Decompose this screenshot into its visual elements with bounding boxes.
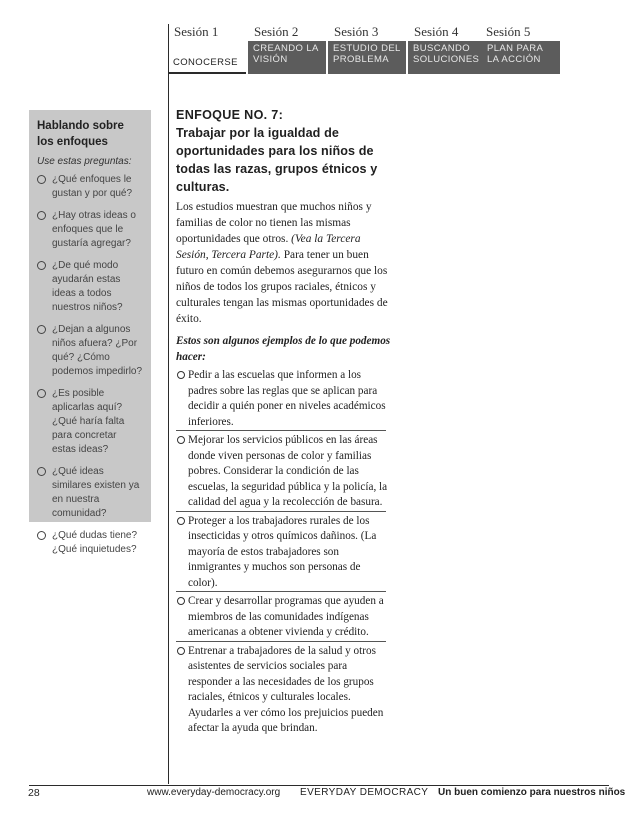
question-text: ¿De qué modo ayudarán estas ideas a todos nuestros niños? bbox=[52, 260, 123, 313]
question-text: ¿Qué enfoques le gustan y por qué? bbox=[52, 174, 133, 199]
session-label: Sesión 2 bbox=[254, 24, 299, 39]
item-divider bbox=[176, 430, 386, 431]
sidebar-question bbox=[37, 529, 143, 557]
sidebar-question bbox=[37, 387, 143, 457]
sidebar-question bbox=[37, 173, 143, 201]
session-box-estudio-del-problema bbox=[328, 41, 406, 74]
session-label: Sesión 3 bbox=[334, 24, 379, 39]
item-divider bbox=[176, 641, 386, 642]
session-box-plan-para-la-accion bbox=[482, 41, 560, 74]
example-text: Crear y desarrollar programas que ayuden a miembros de las comunidades indígenas americanas a obtener vivienda y crédito. bbox=[188, 595, 384, 638]
question-text: ¿Qué dudas tiene? ¿Qué inquietudes? bbox=[52, 530, 138, 555]
circle-bullet-icon bbox=[177, 517, 185, 525]
question-text: ¿Qué ideas similares existen ya en nuestra comunidad? bbox=[52, 466, 140, 519]
circle-bullet-icon bbox=[37, 175, 46, 184]
circle-bullet-icon bbox=[37, 467, 46, 476]
circle-bullet-icon bbox=[37, 531, 46, 540]
example-item bbox=[176, 514, 392, 592]
circle-bullet-icon bbox=[177, 597, 185, 605]
session-box-label: ESTUDIO DEL PROBLEMA bbox=[333, 43, 401, 65]
session-box-label: CONOCERSE bbox=[173, 57, 238, 68]
circle-bullet-icon bbox=[177, 436, 185, 444]
circle-bullet-icon bbox=[177, 647, 185, 655]
example-text: Proteger a los trabajadores rurales de los insecticidas y otros químicos dañinos. (La mayoría de estos trabajadores son inmigrantes y muchos son personas de color). bbox=[188, 514, 377, 589]
approach-heading bbox=[176, 106, 392, 196]
example-text: Entrenar a trabajadores de la salud y otros asistentes de servicios sociales para responder a las necesidades de los grupos raciales, étnicos y culturales locales. Ayudarles a ver cómo los prejuicios pueden afectar la ayuda que brindan. bbox=[188, 644, 384, 734]
approach-title: Trabajar por la igualdad de oportunidades para los niños de todas las razas, grupos étnicos y culturas. bbox=[176, 126, 378, 194]
vertical-rule bbox=[168, 24, 169, 784]
book-title: Un buen comienzo para nuestros niños bbox=[438, 787, 626, 798]
session-label: Sesión 5 bbox=[486, 24, 531, 39]
circle-bullet-icon bbox=[37, 389, 46, 398]
example-item bbox=[176, 594, 392, 641]
intro-text: Los estudios muestran que muchos niños y familias de color no tienen las mismas oportunidades que otros. bbox=[176, 201, 372, 245]
session-1 bbox=[174, 24, 252, 40]
sidebar-subtitle: Use estas preguntas: bbox=[37, 156, 132, 167]
website-link[interactable]: www.everyday-democracy.org bbox=[147, 787, 281, 798]
example-text: Pedir a las escuelas que informen a los padres sobre las reglas que se aplican para decidir a quién poner en niveles académicos inferiores. bbox=[188, 369, 386, 428]
intro-reference: (Vea la Tercera Sesión, Tercera Parte). bbox=[176, 233, 361, 261]
circle-bullet-icon bbox=[37, 211, 46, 220]
sidebar-title: Hablando sobre los enfoques bbox=[37, 120, 124, 148]
intro-paragraph bbox=[176, 199, 392, 327]
session-box-conocerse bbox=[168, 41, 246, 74]
sidebar-question bbox=[37, 209, 143, 251]
discussion-sidebar bbox=[29, 110, 151, 555]
session-3 bbox=[334, 24, 412, 40]
page-number: 28 bbox=[28, 787, 40, 799]
session-5 bbox=[486, 24, 564, 40]
approach-number: ENFOQUE NO. 7: bbox=[176, 108, 284, 122]
circle-bullet-icon bbox=[37, 261, 46, 270]
example-item bbox=[176, 433, 392, 511]
question-text: ¿Hay otras ideas o enfoques que le gustaría agregar? bbox=[52, 210, 136, 249]
question-text: ¿Dejan a algunos niños afuera? ¿Por qué? ¿Cómo podemos impedirlo? bbox=[52, 324, 143, 377]
question-text: ¿Es posible aplicarlas aquí? ¿Qué haría falta para concretar estas ideas? bbox=[52, 388, 125, 455]
session-box-creando-la-vision bbox=[248, 41, 326, 74]
sidebar-question bbox=[37, 465, 143, 521]
circle-bullet-icon bbox=[37, 325, 46, 334]
page-footer bbox=[0, 787, 638, 805]
example-item bbox=[176, 368, 392, 430]
examples-label: Estos son algunos ejemplos de lo que podemos hacer: bbox=[176, 335, 391, 363]
circle-bullet-icon bbox=[177, 371, 185, 379]
sidebar-question bbox=[37, 323, 143, 379]
session-2 bbox=[254, 24, 332, 40]
session-box-buscando-soluciones bbox=[408, 41, 486, 74]
session-box-label: BUSCANDO SOLUCIONES bbox=[413, 43, 480, 65]
item-divider bbox=[176, 591, 386, 592]
organization-name: EVERYDAY DEMOCRACY bbox=[300, 787, 429, 798]
footer-rule bbox=[29, 785, 609, 786]
session-navigation bbox=[168, 24, 638, 76]
session-label: Sesión 4 bbox=[414, 24, 459, 39]
main-content bbox=[176, 106, 392, 737]
session-box-label: PLAN PARA LA ACCIÓN bbox=[487, 43, 543, 65]
session-box-label: CREANDO LA VISIÓN bbox=[253, 43, 319, 65]
session-label: Sesión 1 bbox=[174, 24, 219, 39]
example-item bbox=[176, 644, 392, 737]
intro-text-end: Para tener un buen futuro en común debemos asegurarnos que los niños de todos los grupos raciales, étnicos y culturales tengan las mismas oportunidades de éxito. bbox=[176, 249, 388, 325]
session-4 bbox=[414, 24, 492, 40]
item-divider bbox=[176, 511, 386, 512]
example-text: Mejorar los servicios públicos en las áreas donde viven personas de color y familias pobres. Considerar la condición de las escuelas, la seguridad pública y la policía, la calidad del agua y la recolección de basura. bbox=[188, 434, 388, 508]
sidebar-question bbox=[37, 259, 143, 315]
